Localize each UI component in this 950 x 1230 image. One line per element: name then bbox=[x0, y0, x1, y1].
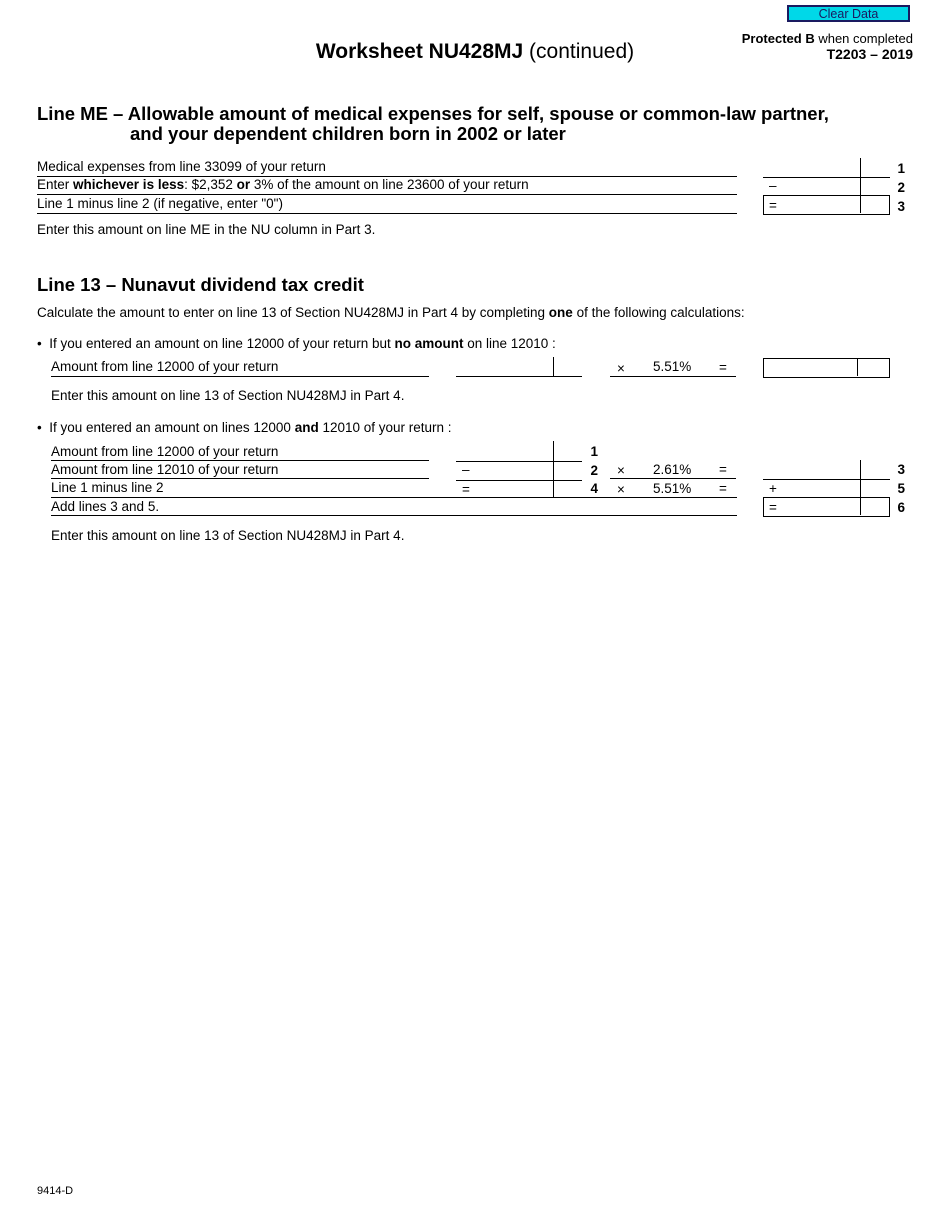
case-a-note: Enter this amount on line 13 of Section NU428MJ in Part 4. bbox=[51, 388, 405, 403]
case-b-row3-label: Line 1 minus line 2 bbox=[51, 480, 737, 498]
case-a-label: Amount from line 12000 of your return bbox=[51, 359, 429, 377]
case-b-minus-sign: – bbox=[462, 462, 470, 477]
case-b-num-2: 2 bbox=[590, 463, 598, 478]
case-b-row3-equals: = bbox=[719, 481, 727, 496]
case-b-rate-row2: 2.61% bbox=[653, 462, 692, 477]
case-a-amount-field[interactable] bbox=[456, 357, 582, 377]
line-me-field-3[interactable] bbox=[763, 195, 890, 215]
case-b-equals-sign: = bbox=[462, 482, 470, 497]
form-number: T2203 – 2019 bbox=[826, 46, 913, 62]
case-b-num-1: 1 bbox=[590, 444, 598, 459]
line-me-minus-sign: – bbox=[769, 178, 777, 193]
clear-data-button[interactable]: Clear Data bbox=[787, 5, 910, 22]
case-a-result-field[interactable] bbox=[763, 358, 890, 378]
case-b-row1-label: Amount from line 12000 of your return bbox=[51, 444, 429, 461]
case-b-num-4: 4 bbox=[590, 481, 598, 496]
case-b-note: Enter this amount on line 13 of Section NU428MJ in Part 4. bbox=[51, 528, 405, 543]
line-me-num-3: 3 bbox=[897, 199, 905, 214]
case-b-field-6[interactable] bbox=[763, 497, 890, 517]
protected-b-label: Protected B when completed bbox=[741, 31, 913, 46]
line-me-field-2[interactable] bbox=[763, 177, 890, 196]
line-me-row3-label: Line 1 minus line 2 (if negative, enter "0") bbox=[37, 196, 737, 214]
line-me-equals-sign: = bbox=[769, 198, 777, 213]
form-code: 9414-D bbox=[37, 1185, 74, 1197]
line-13-intro: Calculate the amount to enter on line 13 of Section NU428MJ in Part 4 by completing one of the following calculations: bbox=[37, 305, 745, 320]
case-b-num-3: 3 bbox=[897, 462, 905, 477]
line-me-field-1[interactable] bbox=[763, 158, 890, 178]
case-a-condition: • If you entered an amount on line 12000 of your return but no amount on line 12010 : bbox=[37, 336, 556, 351]
case-b-total-equals: = bbox=[769, 500, 777, 515]
case-a-equals-sign: = bbox=[719, 360, 727, 375]
case-a-rate: 5.51% bbox=[653, 359, 692, 374]
case-b-num-5: 5 bbox=[897, 481, 905, 496]
line-me-row1-label: Medical expenses from line 33099 of your return bbox=[37, 159, 737, 177]
case-b-field-1[interactable] bbox=[456, 441, 582, 462]
line-me-heading: Line ME – Allowable amount of medical expenses for self, spouse or common-law partner, and your dependent children born in 2002 or later bbox=[37, 103, 829, 144]
case-b-row2-label: Amount from line 12010 of your return bbox=[51, 462, 429, 479]
case-a-times-sign: × bbox=[617, 361, 625, 376]
line-me-row2-label: Enter whichever is less: $2,352 or 3% of the amount on line 23600 of your return bbox=[37, 177, 737, 195]
case-b-field-2[interactable] bbox=[456, 461, 582, 481]
case-b-condition: • If you entered an amount on lines 12000 and 12010 of your return : bbox=[37, 420, 452, 435]
case-b-row3-times: × bbox=[617, 482, 625, 497]
line-me-num-1: 1 bbox=[897, 161, 905, 176]
case-b-num-6: 6 bbox=[897, 500, 905, 515]
case-b-field-4[interactable] bbox=[456, 480, 582, 498]
case-b-field-5[interactable] bbox=[763, 479, 890, 498]
case-b-rate-row3: 5.51% bbox=[653, 481, 692, 496]
page-title: Worksheet NU428MJ (continued) bbox=[315, 40, 635, 63]
case-b-row2-equals: = bbox=[719, 462, 727, 477]
line-me-num-2: 2 bbox=[897, 180, 905, 195]
line-13-heading: Line 13 – Nunavut dividend tax credit bbox=[37, 274, 364, 295]
case-b-row2-times: × bbox=[617, 463, 625, 478]
line-me-note: Enter this amount on line ME in the NU column in Part 3. bbox=[37, 222, 376, 237]
case-b-field-3[interactable] bbox=[763, 460, 890, 480]
case-b-row4-label: Add lines 3 and 5. bbox=[51, 499, 737, 516]
case-b-plus-sign: + bbox=[769, 481, 777, 496]
